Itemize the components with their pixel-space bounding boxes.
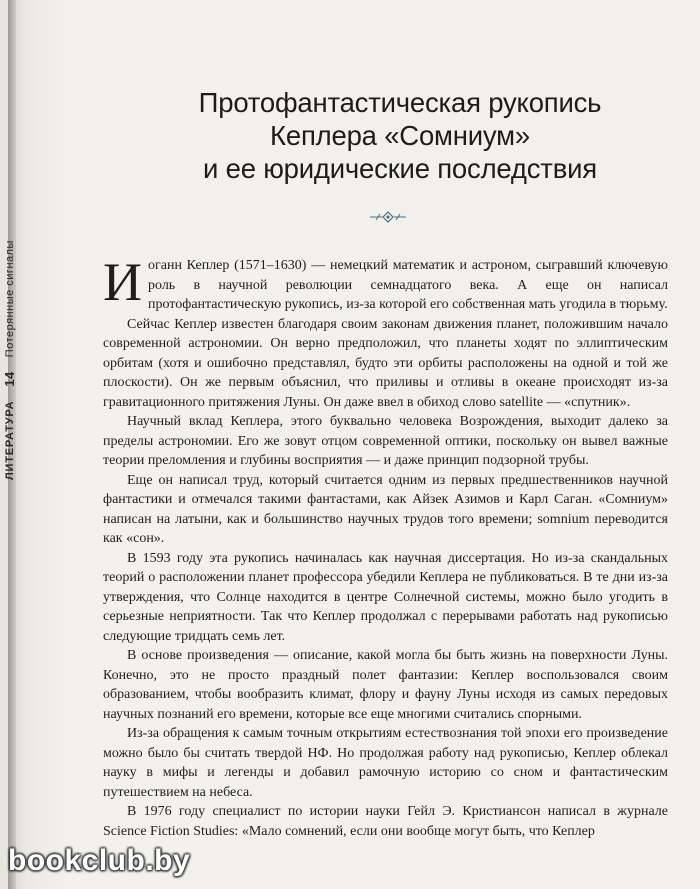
category-label: Потерянные сигналы [4,240,16,358]
paragraph: Сейчас Кеплер известен благодаря своим законам движения планет, положившим начало современной астрономии. Он верно предположил, что планеты ходят по эллиптическим орбитам (хотя и ошибочно представлял, будто эти орбиты расположены на одной и той же плоскости). Он же первым объяснил, что приливы и отливы в океане происходят из-за гравитационного притяжения Луны. Он даже ввел в обиход слово satellite — «спутник». [103,316,668,410]
page-number: 14 [2,371,17,387]
paragraph-text: оганн Кеплер (1571–1630) — немецкий математик и астроном, сыгравший ключевую роль в научной революции семнадцатого века. А еще он написал протофантастическую рукопись, из-за которой его собственная мать угодила в тюрьму. [148,258,668,312]
section-label: ЛИТЕРАТУРА [4,400,16,480]
article-body [103,252,668,841]
paragraph: Еще он написал труд, который считается одним из первых предшественников научной фантастики и отмечался такими фантастами, как Айзек Азимов и Карл Саган. «Сомниум» написан на латыни, как и большинство научных трудов того времени; somnium переводится как «сон». [103,472,668,546]
title-line-1: Протофантастическая рукопись [198,87,602,118]
title-line-2: Кеплера «Сомниум» [270,120,530,151]
paragraph [103,252,668,315]
paragraph: В 1976 году специалист по истории науки Гейл Э. Кристиансон написал в журнале Science Fiction Studies: «Мало сомнений, если они вообще могут быть, что Кеплер [103,804,668,839]
paragraph: Из-за обращения к самым точным открытиям естествознания той эпохи его произведение можно было бы считать твердой НФ. Но продолжая работу над рукописью, Кеплер облекал науку в мифы и легенды и добавил рамочную историю со сном и фантастическим путешествием на небеса. [103,726,668,800]
drop-cap: И [103,252,142,312]
title-line-3: и ее юридические последствия [203,153,597,184]
paragraph: В 1593 году эта рукопись начиналась как научная диссертация. Но из-за скандальных теорий о расположении планет профессора убедили Кеплера не публиковаться. В те дни из-за утверждения, что Солнце находится в центре Солнечной системы, можно было угодить в серьезные неприятности. Так что Кеплер продолжал с перерывами работать над рукописью следующие тридцать семь лет. [103,550,668,644]
diamond-ornament-icon [368,210,408,224]
chapter-title [100,86,700,185]
paragraph: В основе произведения — описание, какой могла бы быть жизнь на поверхности Луны. Конечно, это не просто праздный полет фантазии: Кеплер воспользовался своим образованием, чтобы вообразить климат, флору и фауну Луны исходя из самых передовых научных познаний его времени, которые все еще многими считались спорными. [103,648,668,722]
paragraph: Научный вклад Кеплера, этого буквально человека Возрождения, выходит далеко за пределы астрономии. Его же зовут отцом современной оптики, поскольку он вывел важные теории преломления и глубины восприятия — и даже принцип подзорной трубы. [103,414,668,468]
watermark: bookclub.by [8,844,191,877]
